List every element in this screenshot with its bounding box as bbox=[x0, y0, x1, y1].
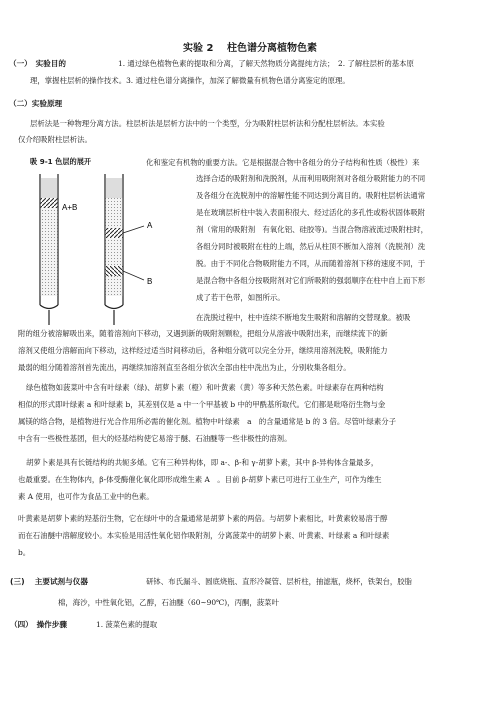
label-b: B bbox=[147, 277, 153, 286]
reagents-line-1: 研钵、布氏漏斗、圆底烧瓶、直形冷凝管、层析柱，抽滤瓶，烧杯，铁架台，胶脂 bbox=[146, 577, 413, 586]
principle-full-2: 附的组分被溶解吸出来，随着溶剂向下移动，又遇到新的吸附剂颗粒，把组分从溶液中吸附出来，而继续流下的新 bbox=[18, 329, 388, 338]
pigment-para-3: 属镁的络合物，是植物进行光合作用所必需的催化剂。植物中叶绿素 a 的含量通常是 b 的 3 倍。尽管叶绿素分子 bbox=[18, 417, 396, 426]
xanthophyll-para-1: 叶黄素是胡萝卜素的羟基衍生物，它在绿叶中的含量通常是胡萝卜素的两倍。与胡萝卜素相比，叶黄素较易溶于醇 bbox=[18, 514, 388, 523]
section-reagents-heading: (三) 主要试剂与仪器 bbox=[10, 577, 88, 586]
principle-line-1: 层析法是一种物理分离方法。柱层析法是层析方法中的一个类型，分为吸附柱层析法和分配柱层析法。本实验 bbox=[30, 119, 385, 128]
carotene-para-2: 也最重要。在生物体内，β-体受酶催化氧化即形成维生素 A 。目前 β-胡萝卜素已可进行工业生产，可作为维生 bbox=[18, 475, 382, 484]
chromatography-column-figure bbox=[14, 170, 194, 330]
carotene-para-1: 胡萝卜素是具有长链结构的共轭多烯。它有三种异构体，即 a-、β-和 γ-胡萝卜素，其中 β-异构体含量最多， bbox=[26, 458, 379, 467]
column-right bbox=[105, 174, 123, 325]
section-objective-heading: （一） 实验目的 bbox=[9, 59, 66, 68]
principle-right-8: 成了若干色带，如图所示。 bbox=[196, 293, 285, 302]
principle-right-6: 脱。由于不同化合物吸附能力不同，从而随着溶剂下移的速度不同，于 bbox=[196, 259, 426, 268]
objective-line-2: 理，掌握柱层析的操作技术。3. 通过柱色谱分离操作，加深了解微量有机物色谱分离鉴定的原理。 bbox=[30, 76, 350, 85]
pigment-para-1: 绿色植物如菠菜叶中含有叶绿素（绿)、胡萝卜素（橙）和叶黄素（黄）等多种天然色素。叶绿素存在两种结构 bbox=[26, 383, 384, 392]
principle-line-3: 化和鉴定有机物的重要方法。它是根据混合物中各组分的分子结构和性质（极性）来 bbox=[146, 158, 420, 167]
principle-right-7: 是混合物中各组分按吸附剂对它们所吸附的强弱顺序在柱中自上而下形 bbox=[196, 276, 426, 285]
principle-right-4: 剂（常用的吸附剂 有氧化铝、硅胶等)。当混合物溶液流过吸附柱时， bbox=[196, 225, 428, 234]
procedure-step-1: 1. 菠菜色素的提取 bbox=[96, 620, 158, 629]
column-left bbox=[40, 174, 58, 325]
document-title: 实验 2 柱色谱分离植物色素 bbox=[183, 43, 317, 54]
principle-right-1: 选择合适的吸附剂和洗脱剂，从而利用吸附剂对各组分吸附能力的不同 bbox=[196, 174, 426, 183]
principle-full-3: 溶剂又使组分溶解而向下移动，这样经过适当时间移动后，各种组分就可以完全分开，继续用溶剂洗脱，吸附能力 bbox=[18, 346, 388, 355]
objective-line-1: 1. 通过绿色植物色素的提取和分离，了解天然物质分离提纯方法； 2. 了解柱层析的基本原 bbox=[118, 59, 414, 68]
pigment-para-2: 相似的形式即叶绿素 a 和叶绿素 b，其差别仅是 a 中一个甲基被 b 中的甲酰基所取代。它们都是吡咯衍生物与金 bbox=[18, 400, 386, 409]
reagents-line-2: 棉，海沙，中性氧化铝，乙醇，石油醚（60~90℃)，丙酮，菠菜叶 bbox=[58, 598, 279, 607]
section-procedure-heading: （四） 操作步骤 bbox=[10, 620, 67, 629]
pigment-para-4: 中含有一些极性基团，但大的烃基结构使它易溶于醚、石油醚等一些非极性的溶剂。 bbox=[18, 434, 292, 443]
principle-line-2: 仅介绍吸附柱层析法。 bbox=[18, 135, 92, 144]
label-a: A bbox=[147, 221, 153, 230]
xanthophyll-para-3: b。 bbox=[18, 548, 31, 557]
principle-full-4: 最弱的组分随着溶剂首先流出，再继续加溶剂直至各组分依次全部由柱中洗出为止，分别收集各组分。 bbox=[18, 363, 351, 372]
principle-right-3: 是在玻璃层析柱中装入表面积很大、经过活化的多孔性或粉状固体吸附 bbox=[196, 208, 426, 217]
label-a-plus-b: A+B bbox=[62, 203, 78, 212]
section-principle-heading: （二）实验原理 bbox=[9, 99, 63, 108]
figure-caption: 吸 9-1 色层的展开 bbox=[30, 157, 92, 166]
carotene-para-3: 素 A 使用，也可作为食品工业中的色素。 bbox=[18, 492, 154, 501]
principle-right-5: 各组分同时被吸附在柱的上端，然后从柱顶不断加入溶剂（洗脱剂）洗 bbox=[196, 242, 426, 251]
principle-right-2: 及各组分在洗脱剂中的溶解性能不同达到分离目的。吸附柱层析法通常 bbox=[196, 191, 426, 200]
xanthophyll-para-2: 而在石油醚中溶解度较小。本实验是用活性氧化铝作吸附剂，分离菠菜中的胡萝卜素、叶黄素、叶绿素 a 和叶绿素 bbox=[18, 531, 390, 540]
principle-full-1: 在洗脱过程中，柱中连续不断地发生吸附和溶解的交替现象。被吸 bbox=[196, 313, 411, 322]
